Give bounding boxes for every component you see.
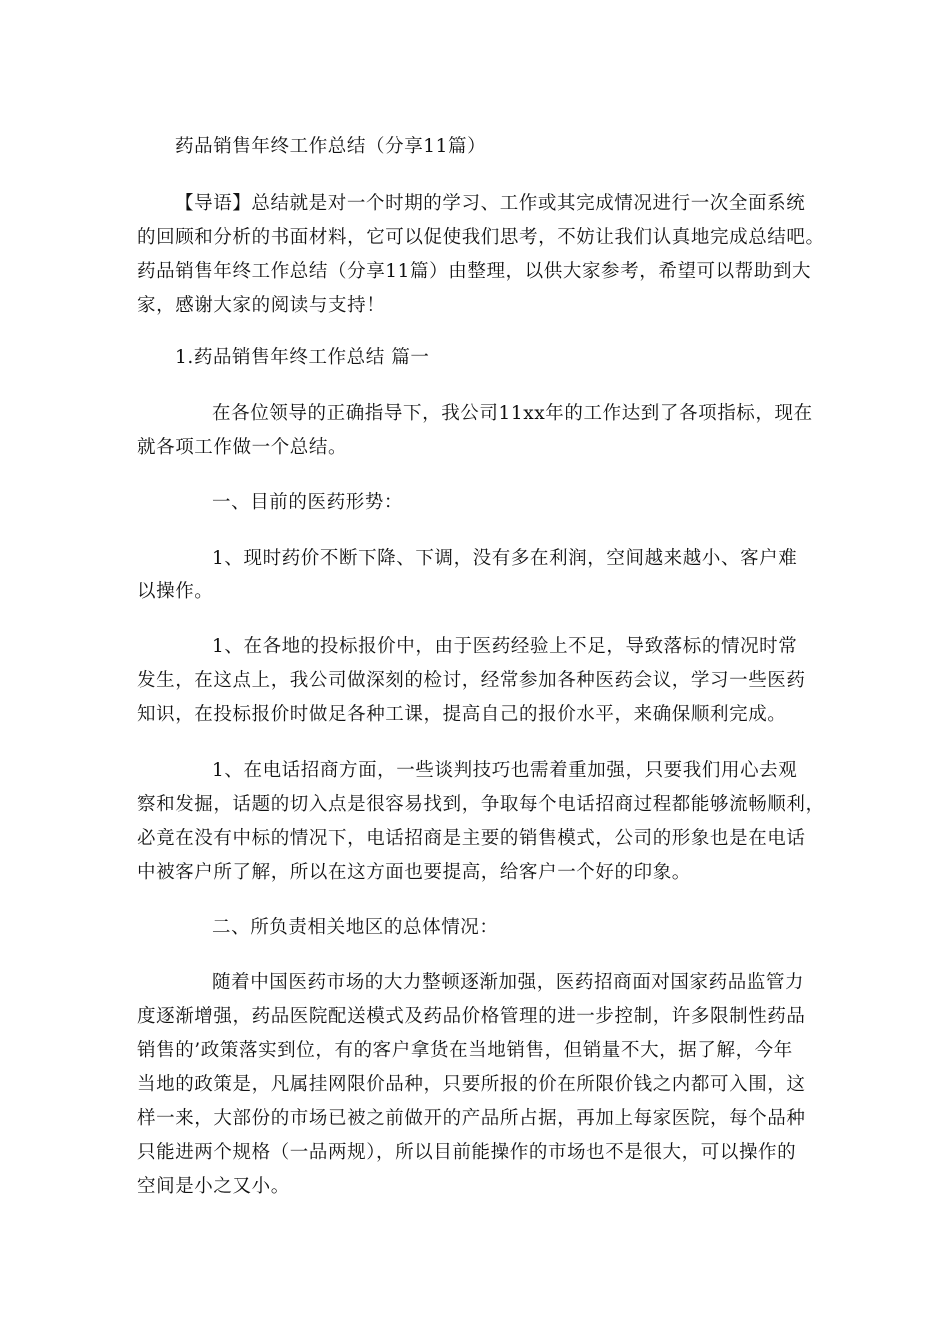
paragraph-line: 销售的’政策落实到位，有的客户拿货在当地销售，但销量不大，据了解，今年 xyxy=(137,1040,793,1061)
paragraph-line: 在各位领导的正确指导下，我公司11xx年的工作达到了各项指标，现在 xyxy=(212,403,813,424)
document-title: 药品销售年终工作总结（分享11篇） xyxy=(175,136,487,157)
paragraph-line: 样一来，大部份的市场已被之前做开的产品所占据，再加上每家医院，每个品种 xyxy=(137,1108,806,1129)
paragraph-line: 必竟在没有中标的情况下，电话招商是主要的销售模式，公司的形象也是在电话 xyxy=(137,828,806,849)
paragraph-line: 发生，在这点上，我公司做深刻的检讨，经常参加各种医药会议，学习一些医药 xyxy=(137,670,806,691)
subsection-heading: 二、所负责相关地区的总体情况： xyxy=(212,917,499,938)
paragraph-line: 知识，在投标报价时做足各种工课，提高自己的报价水平，来确保顺利完成。 xyxy=(137,704,787,725)
paragraph-line: 当地的政策是，凡属挂网限价品种，只要所报的价在所限价钱之内都可入围，这 xyxy=(137,1074,806,1095)
subsection-heading: 一、目前的医药形势： xyxy=(212,492,404,513)
paragraph-line: 度逐渐增强，药品医院配送模式及药品价格管理的进一步控制，许多限制性药品 xyxy=(137,1006,806,1027)
intro-line: 【导语】总结就是对一个时期的学习、工作或其完成情况进行一次全面系统 xyxy=(175,193,806,214)
section-heading: 1.药品销售年终工作总结 篇一 xyxy=(175,347,430,368)
intro-line: 药品销售年终工作总结（分享11篇）由整理，以供大家参考，希望可以帮助到大 xyxy=(137,261,812,282)
paragraph-line: 中被客户所了解，所以在这方面也要提高，给客户一个好的印象。 xyxy=(137,862,691,883)
intro-line: 的回顾和分析的书面材料，它可以促使我们思考，不妨让我们认真地完成总结吧。 xyxy=(137,227,825,248)
paragraph-line: 1、在各地的投标报价中，由于医药经验上不足，导致落标的情况时常 xyxy=(212,636,798,657)
paragraph-line: 察和发掘，话题的切入点是很容易找到，争取每个电话招商过程都能够流畅顺利， xyxy=(137,794,825,815)
intro-line: 家，感谢大家的阅读与支持！ xyxy=(137,295,386,316)
paragraph-line: 空间是小之又小。 xyxy=(137,1176,290,1197)
paragraph-line: 1、现时药价不断下降、下调，没有多在利润，空间越来越小、客户难 xyxy=(212,548,798,569)
paragraph-line: 以操作。 xyxy=(137,581,214,602)
paragraph-line: 1、在电话招商方面，一些谈判技巧也需着重加强，只要我们用心去观 xyxy=(212,760,798,781)
paragraph-line: 只能进两个规格（一品两规），所以目前能操作的市场也不是很大，可以操作的 xyxy=(137,1142,797,1163)
paragraph-line: 就各项工作做一个总结。 xyxy=(137,437,348,458)
paragraph-line: 随着中国医药市场的大力整顿逐渐加强，医药招商面对国家药品监管力 xyxy=(212,972,805,993)
